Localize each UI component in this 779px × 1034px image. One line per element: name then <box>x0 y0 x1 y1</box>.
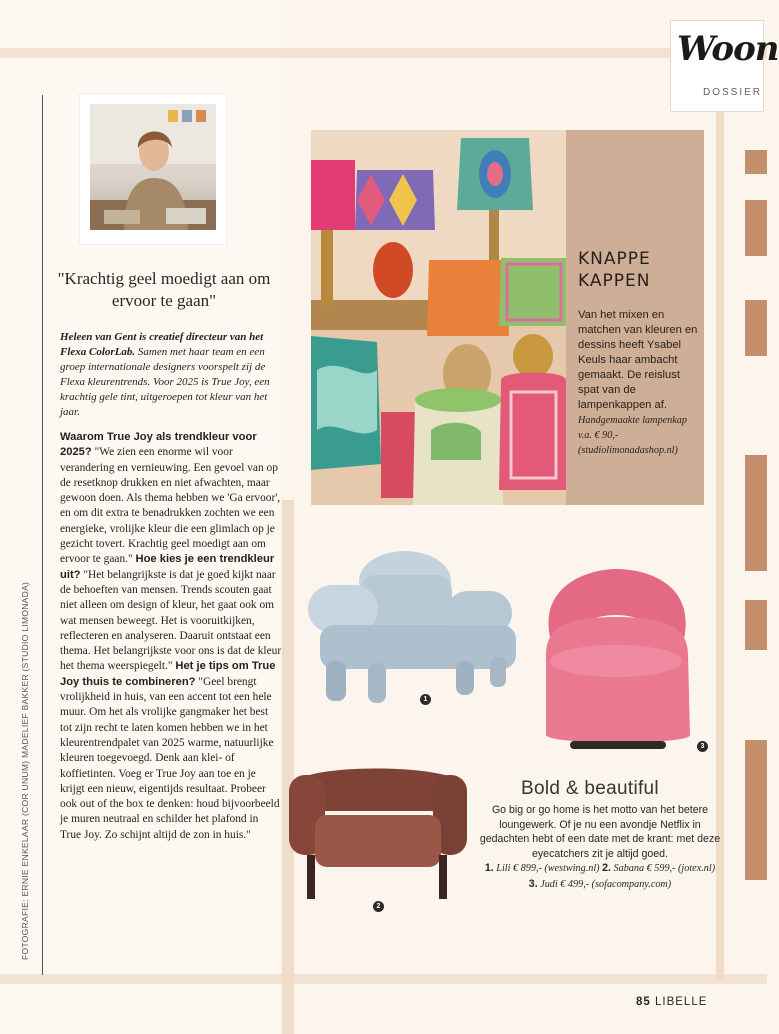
item-2-number: 2. <box>602 862 611 874</box>
page-number: 85 <box>636 996 651 1008</box>
pull-quote: "Krachtig geel moedigt aan om ervoor te gaan" <box>57 269 271 310</box>
badge-2: 2 <box>373 901 384 912</box>
deco-bar <box>745 600 767 650</box>
portrait-photo <box>90 104 216 230</box>
bold-text <box>476 803 724 892</box>
top-stripe <box>0 48 767 58</box>
kappen-text <box>578 308 702 458</box>
deco-bar <box>745 200 767 256</box>
kappen-title-line-2: KAPPEN <box>578 271 651 291</box>
photo-credit: FOTOGRAFIE: ERNIE ENKELAAR (COR UNUM) MADELIEF BAKKER (STUDIO LIMONADA) <box>20 581 30 960</box>
deco-bar <box>745 150 767 174</box>
item-2: Sabana € 599,- (jotex.nl) <box>610 863 716 874</box>
kappen-body: Van het mixen en matchen van kleuren en dessins heeft Ysabel Keuls haar ambacht gemaakt. De reislust spat van de lampenkappen af. <box>578 309 698 411</box>
portrait-frame <box>80 94 226 244</box>
question-3: Het je tips om True Joy thuis te combineren? <box>60 660 276 688</box>
chair-judi <box>530 565 700 755</box>
bold-body: Go big or go home is het motto van het betere loungewerk. Of je nu een avondje Netflix in gedachten hebt of een date met de krant: met deze eyecatchers zit je altijd goed. <box>479 804 721 860</box>
question-2: Hoe kies je een trendkleur uit? <box>60 553 275 581</box>
bold-title: Bold & beautiful <box>521 778 659 799</box>
answer-2: "Het belangrijkste is dat je goed kijkt naar de behoeften van mensen. Trends scouten gaat niet alleen om design of kleur, het gaat ook om wat mensen beweegt. Het is vooruitkijken, reflecteren en analyseren. Daaruit ontstaat een thema. Het belangrijkste voor ons is dat de kleur het thema weerspiegelt." <box>60 568 282 673</box>
woon-dossier-logo <box>670 20 779 112</box>
bottom-stripe <box>0 974 767 984</box>
badge-1: 1 <box>420 694 431 705</box>
kappen-title-line-1: KNAPPE <box>578 249 651 269</box>
answer-3: "Geel brengt vrolijkheid in huis, van een accent tot een hele muur. Om het als vrolijke gangmaker het best tot zijn recht te laten komen hebben we in het kleurentrendpalet van 2025 warme, natuurlijke kleuren toegevoegd. Denk aan klei- of koffietinten. Voeg er True Joy aan toe en je krijgt een nieuw, eigentijds resultaat. Probeer ook out of the box te denken: houd bijvoorbeeld je muren neutraal en schilder het plafond in True Joy. Zo schijnt altijd de zon in huis." <box>60 675 280 841</box>
intro-rest: Samen met haar team en een groep internationale designers voorspelt zij de Flexa kleurentrends. Voor 2025 is True Joy, een krachtig gele tint, uitgeroepen tot kleur van het jaar. <box>60 346 270 418</box>
chair-sabana <box>285 755 470 905</box>
kappen-credit: Handgemaakte lampenkap v.a. € 90,- (studiolimonadashop.nl) <box>578 415 687 456</box>
question-1: Waarom True Joy als trendkleur voor 2025? <box>60 431 257 459</box>
interview-body <box>60 430 282 843</box>
deco-bar <box>745 300 767 356</box>
divider-line <box>42 95 43 975</box>
item-3-number: 3. <box>528 877 538 890</box>
answer-1: "We zien een enorme wil voor verandering en vernieuwing. Een gevoel van op de resetknop drukken en niet afwachten, maar gewoon doen. Als thema hebben we 'Ga ervoor', en om dit extra te benadrukken zochten we een energieke, vrolijke kleur die een glimlach op je gezicht tovert. Krachtig geel moedigt aan om ervoor te gaan." <box>60 446 281 566</box>
page-footer <box>636 996 707 1008</box>
badge-3: 3 <box>697 741 708 752</box>
intro-bold: Heleen van Gent is creatief directeur van het Flexa ColorLab. <box>60 331 264 358</box>
intro-paragraph <box>60 330 282 420</box>
magazine-name: LIBELLE <box>655 996 708 1008</box>
logo-sub: DOSSIER <box>703 87 763 98</box>
item-3: Judi € 499,- (sofacompany.com) <box>537 878 672 890</box>
item-1-number: 1. <box>484 862 494 874</box>
deco-bar <box>745 455 767 571</box>
kappen-title <box>578 248 698 292</box>
lampshades-photo <box>311 130 566 505</box>
item-1: Lili € 899,- (westwing.nl) <box>493 863 603 874</box>
deco-bar <box>745 740 767 880</box>
logo-word: Woon <box>677 29 779 69</box>
chair-lili <box>300 545 520 715</box>
